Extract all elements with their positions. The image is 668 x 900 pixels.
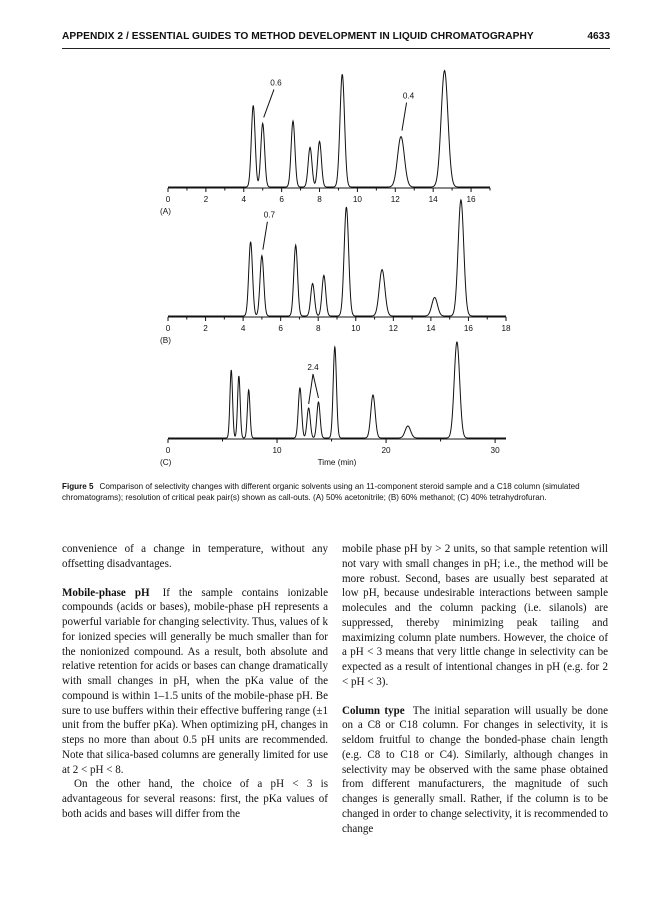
tick-label-3-0: 0 bbox=[165, 446, 171, 455]
tick-label-2-4: 4 bbox=[240, 324, 246, 333]
section-heading-ph: Mobile-phase pH bbox=[62, 586, 150, 599]
tick-label-1-2: 2 bbox=[203, 195, 209, 204]
header-title: APPENDIX 2 / ESSENTIAL GUIDES TO METHOD DEVELOPMENT IN LIQUID CHROMATOGRAPHY bbox=[62, 31, 534, 42]
tick-label-3-30: 30 bbox=[490, 446, 500, 455]
tick-label-1-16: 16 bbox=[466, 195, 476, 204]
paragraph-mobile-phase-ph bbox=[62, 586, 328, 778]
callout-line bbox=[309, 374, 313, 404]
callout-line bbox=[263, 222, 268, 250]
column-text: The initial separation will usually be done on a C8 or C18 column. For changes in selectivity, it is seldom fruitful to change the bonded-phase chain length (e.g. C8 to C18 or C4). Similarly, although changes in selectivity may be observed with the same phase obtained from different manufacturers, the magnitude of such changes is generally small. Rather, if the column is to be changed in order to change selectivity, it is recommended to change bbox=[342, 704, 609, 835]
figure-label: Figure 5 bbox=[62, 482, 94, 491]
caption-text: Comparison of selectivity changes with different organic solvents using an 11-component steroid sample and a C18 column (simulated chromatograms); resolution of critical peak pair(s) shown as call-outs. (A) 50% acetonitrile; (B) 60% methanol; (C) 40% tetrahydrofuran. bbox=[62, 482, 580, 503]
callout-label-2-1: 0.7 bbox=[263, 210, 276, 220]
paragraph-intro-left: convenience of a change in temperature, without any offsetting disadvantages. bbox=[62, 543, 328, 570]
tick-label-2-18: 18 bbox=[501, 324, 511, 333]
left-column bbox=[62, 542, 328, 822]
tick-label-2-6: 6 bbox=[278, 324, 283, 333]
tick-label-1-0: 0 bbox=[165, 195, 171, 204]
tick-label-2-0: 0 bbox=[165, 324, 171, 333]
callout-label-1-2: 0.4 bbox=[402, 91, 415, 101]
panel-label-3: (C) bbox=[160, 458, 172, 467]
section-heading-column: Column type bbox=[342, 704, 405, 717]
figure-caption bbox=[62, 481, 610, 504]
tick-label-2-12: 12 bbox=[388, 324, 398, 333]
x-axis-title: Time (min) bbox=[317, 458, 357, 467]
panel-label-1: (A) bbox=[160, 207, 171, 216]
chromatogram-trace-2 bbox=[168, 200, 506, 316]
paragraph-column-type bbox=[342, 704, 608, 837]
paragraph-intro-right: mobile phase pH by > 2 units, so that sample retention will not vary with small changes in pH; i.e., the method will be more robust. Second, bases are usually best separated at low pH, because undesirable interactions between sample molecules and the column packing (i.e. silanols) are suppressed, thereby minimizing peak tailing and maximizing column plate numbers. However, the choice of a pH < 3 means that very little change in selectivity can be expected as a result of intentional changes in pH (e.g. for 2 < pH < 3). bbox=[342, 543, 608, 688]
tick-label-2-16: 16 bbox=[463, 324, 473, 333]
callout-line bbox=[264, 89, 274, 117]
tick-label-3-10: 10 bbox=[272, 446, 282, 455]
ph-text: If the sample contains ionizable compounds (acids or bases), mobile-phase pH represents a powerful variable for changing selectivity. Thus, values of k for ionized species will generally be much smaller than for the nonionized compound. As a result, both absolute and relative retention for acids or bases can change dramatically with small changes in pH, when the pKa value of the compound is within 1–1.5 units of the mobile-phase pH. Be sure to use buffers within their effective buffering range (±1 unit from the buffer pKa). When optimizing pH, changes in steps no more than about 0.5 pH units are recommended. Note that silica-based columns are generally limited for use at 2 < pH < 8. bbox=[62, 586, 328, 776]
callout-line bbox=[313, 374, 318, 398]
callout-label-1-1: 0.6 bbox=[270, 78, 282, 88]
tick-label-2-10: 10 bbox=[351, 324, 361, 333]
paragraph-low-ph: On the other hand, the choice of a pH < 3 is advantageous for several reasons: first, the pKa values of both acids and bases will differ from the bbox=[62, 778, 328, 820]
right-column bbox=[342, 542, 608, 836]
tick-label-1-6: 6 bbox=[279, 195, 284, 204]
tick-label-1-8: 8 bbox=[317, 195, 322, 204]
callout-line bbox=[402, 103, 407, 131]
chromatogram-figure bbox=[0, 55, 668, 475]
header-rule bbox=[62, 48, 610, 49]
tick-label-1-14: 14 bbox=[428, 195, 438, 204]
panel-label-2: (B) bbox=[160, 336, 171, 345]
tick-label-3-20: 20 bbox=[381, 446, 391, 455]
tick-label-1-10: 10 bbox=[352, 195, 362, 204]
running-header bbox=[62, 28, 610, 44]
chromatogram-trace-3 bbox=[168, 342, 506, 438]
tick-label-2-8: 8 bbox=[315, 324, 321, 333]
tick-label-2-14: 14 bbox=[426, 324, 436, 333]
tick-label-1-12: 12 bbox=[390, 195, 400, 204]
chromatogram-trace-1 bbox=[168, 71, 490, 187]
tick-label-1-4: 4 bbox=[241, 195, 247, 204]
tick-label-2-2: 2 bbox=[203, 324, 208, 333]
page-number: 4633 bbox=[587, 31, 610, 42]
callout-label-3-1: 2.4 bbox=[307, 363, 319, 372]
